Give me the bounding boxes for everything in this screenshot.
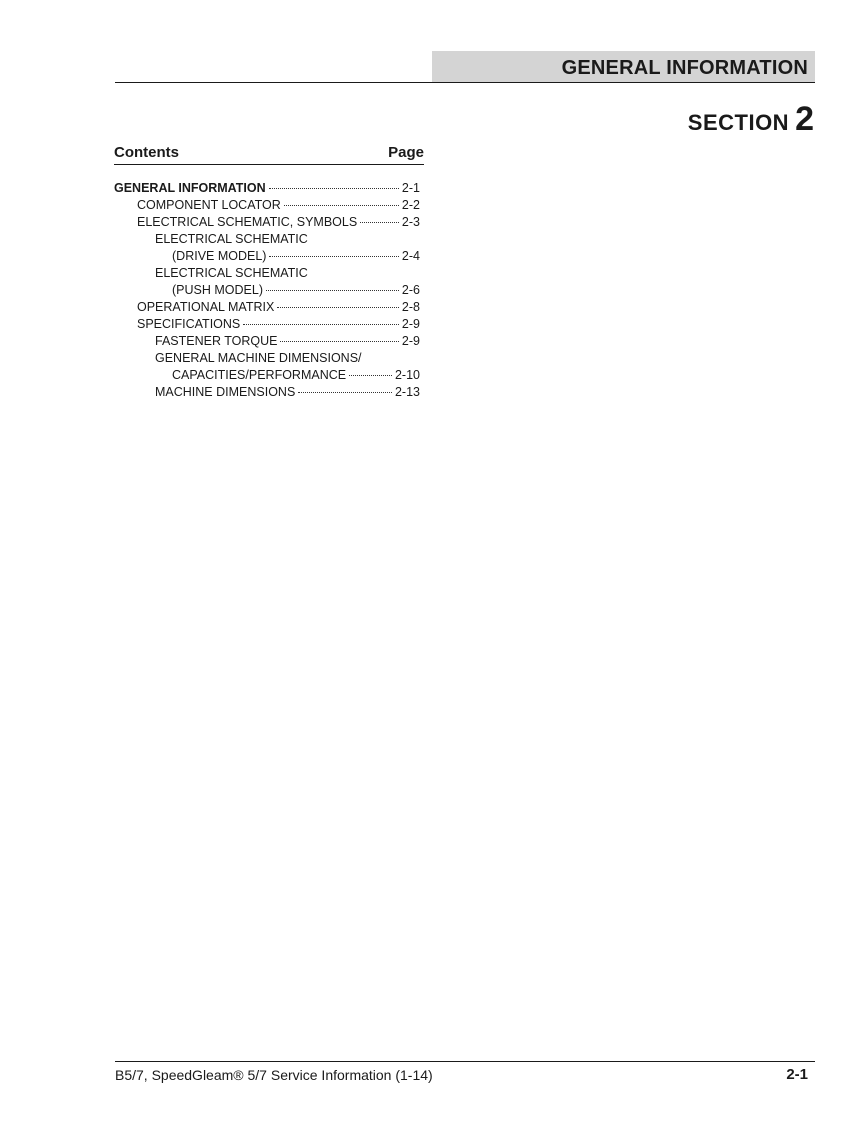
toc-entry-page: 2-1	[401, 181, 420, 195]
page-header-title: GENERAL INFORMATION	[561, 57, 808, 79]
toc-leader-dots	[280, 340, 398, 342]
toc-entry	[114, 231, 424, 248]
toc-entry-page: 2-10	[394, 368, 420, 382]
section-label	[688, 100, 814, 139]
toc-leader-dots	[266, 289, 399, 291]
toc-leader-dots	[277, 306, 399, 308]
section-number: 2	[795, 100, 814, 138]
toc-leader-dots	[243, 323, 399, 325]
toc-entry	[114, 214, 424, 231]
toc-entry	[114, 333, 424, 350]
toc-entry-label: SPECIFICATIONS	[137, 317, 241, 331]
toc-entry-label: (PUSH MODEL)	[172, 283, 263, 297]
toc-entry-label: GENERAL MACHINE DIMENSIONS/	[155, 351, 362, 365]
toc-entry-label: CAPACITIES/PERFORMANCE	[172, 368, 347, 382]
toc-heading	[114, 144, 424, 165]
toc-entry-label: MACHINE DIMENSIONS	[155, 385, 296, 399]
toc-entry	[114, 367, 424, 384]
footer-page-number: 2-1	[786, 1066, 808, 1083]
toc-entry	[114, 197, 424, 214]
toc-entry-label: FASTENER TORQUE	[155, 334, 278, 348]
toc-entry	[114, 384, 424, 401]
toc-entry-page: 2-4	[401, 249, 420, 263]
toc-entry-label: ELECTRICAL SCHEMATIC	[155, 266, 308, 280]
toc-entry-page: 2-9	[401, 317, 420, 331]
toc-list	[114, 180, 424, 401]
toc-entry-page: 2-9	[401, 334, 420, 348]
toc-entry-label: (DRIVE MODEL)	[172, 249, 267, 263]
toc-entry-page: 2-6	[401, 283, 420, 297]
toc-entry	[114, 299, 424, 316]
toc-entry	[114, 248, 424, 265]
footer-divider	[115, 1061, 815, 1062]
toc-entry	[114, 316, 424, 333]
section-word: SECTION	[687, 110, 790, 135]
toc-entry	[114, 350, 424, 367]
toc-leader-dots	[360, 221, 399, 223]
toc-entry-label: OPERATIONAL MATRIX	[137, 300, 275, 314]
toc-entry	[114, 180, 424, 197]
toc-leader-dots	[298, 391, 392, 393]
toc-leader-dots	[284, 204, 399, 206]
toc-entry-label: GENERAL INFORMATION	[114, 181, 266, 195]
toc-entry-label: ELECTRICAL SCHEMATIC	[155, 232, 308, 246]
toc-entry-page: 2-8	[401, 300, 420, 314]
toc-entry-page: 2-13	[394, 385, 420, 399]
toc-heading-contents: Contents	[114, 144, 179, 161]
header-divider	[115, 82, 815, 83]
toc-entry	[114, 265, 424, 282]
toc-entry-label: ELECTRICAL SCHEMATIC, SYMBOLS	[137, 215, 358, 229]
toc-leader-dots	[349, 374, 392, 376]
toc-entry-page: 2-2	[401, 198, 420, 212]
toc-entry-label: COMPONENT LOCATOR	[137, 198, 281, 212]
toc-leader-dots	[269, 255, 398, 257]
toc-leader-dots	[269, 187, 399, 189]
toc-entry-page: 2-3	[401, 215, 420, 229]
toc-heading-page: Page	[388, 144, 424, 161]
table-of-contents	[114, 144, 424, 401]
footer-document-title: B5/7, SpeedGleam® 5/7 Service Information (1-14)	[115, 1067, 433, 1083]
toc-entry	[114, 282, 424, 299]
